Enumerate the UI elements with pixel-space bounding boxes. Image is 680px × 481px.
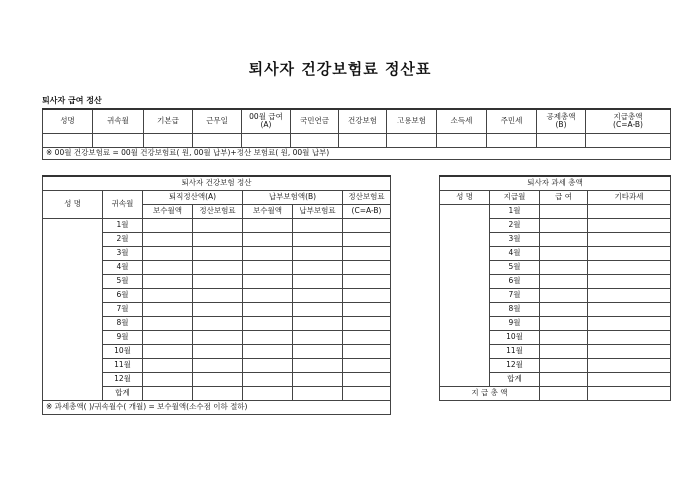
- col-name-header: 성 명: [43, 191, 103, 219]
- page-title: 퇴사자 건강보험료 정산표: [248, 60, 432, 78]
- pay-table-header-cell: 지급총액 (C=A-B): [586, 109, 671, 133]
- tax-value-cell[interactable]: [540, 219, 588, 233]
- settle-value-cell[interactable]: [243, 331, 293, 345]
- tax-value-cell[interactable]: [540, 247, 588, 261]
- tax-value-cell[interactable]: [540, 275, 588, 289]
- settle-value-cell[interactable]: [243, 303, 293, 317]
- settle-value-cell[interactable]: [193, 317, 243, 331]
- cell[interactable]: [387, 133, 437, 147]
- settle-value-cell[interactable]: [293, 317, 343, 331]
- settle-value-cell[interactable]: [193, 345, 243, 359]
- settle-month-cell: 1월: [103, 219, 143, 233]
- settle-value-cell[interactable]: [343, 247, 391, 261]
- cell[interactable]: [540, 387, 588, 401]
- tax-value-cell[interactable]: [540, 331, 588, 345]
- settle-value-cell[interactable]: [293, 233, 343, 247]
- col-settle-formula: (C=A-B): [343, 205, 391, 219]
- settle-table-row: [43, 219, 391, 233]
- settle-value-cell[interactable]: [193, 303, 243, 317]
- cell[interactable]: [43, 133, 93, 147]
- settle-month-cell: 7월: [103, 303, 143, 317]
- tax-value-cell[interactable]: [588, 303, 671, 317]
- settle-value-cell[interactable]: [243, 387, 293, 401]
- settle-value-cell[interactable]: [143, 345, 193, 359]
- settle-value-cell[interactable]: [293, 331, 343, 345]
- settle-month-cell: 2월: [103, 233, 143, 247]
- cell[interactable]: [242, 133, 291, 147]
- tax-value-cell[interactable]: [540, 205, 588, 219]
- settle-value-cell[interactable]: [193, 261, 243, 275]
- settle-value-cell[interactable]: [243, 233, 293, 247]
- tax-col-other-header: 기타과세: [588, 191, 671, 205]
- group-a-header: 퇴직정산액(A): [143, 191, 243, 205]
- tax-value-cell[interactable]: [540, 317, 588, 331]
- settle-value-cell[interactable]: [293, 303, 343, 317]
- pay-settlement-table: [42, 108, 671, 160]
- settle-value-cell[interactable]: [243, 261, 293, 275]
- settle-value-cell[interactable]: [343, 289, 391, 303]
- tax-col-pay-header: 급 여: [540, 191, 588, 205]
- settle-month-cell: 8월: [103, 317, 143, 331]
- settle-value-cell[interactable]: [143, 331, 193, 345]
- settle-value-cell[interactable]: [143, 387, 193, 401]
- pay-table-header-cell: 기본급: [144, 109, 193, 133]
- cell[interactable]: [339, 133, 387, 147]
- settle-value-cell[interactable]: [343, 331, 391, 345]
- settle-value-cell[interactable]: [243, 317, 293, 331]
- tax-month-cell: 5월: [490, 261, 540, 275]
- settle-value-cell[interactable]: [293, 247, 343, 261]
- group-b-header: 납부보험액(B): [243, 191, 343, 205]
- settle-value-cell[interactable]: [243, 275, 293, 289]
- settle-value-cell[interactable]: [143, 275, 193, 289]
- pay-table-header-row: [43, 109, 671, 133]
- tax-value-cell[interactable]: [588, 373, 671, 387]
- tax-value-cell[interactable]: [588, 233, 671, 247]
- settle-value-cell[interactable]: [193, 247, 243, 261]
- tax-value-cell[interactable]: [588, 331, 671, 345]
- settle-month-cell: 합계: [103, 387, 143, 401]
- settle-value-cell[interactable]: [293, 219, 343, 233]
- pay-table-note: ※ 00월 건강보험료 = 00월 건강보험료( 원, 00월 납부)+정산 보험료( 원, 00월 납부): [43, 147, 671, 159]
- tax-month-cell: 3월: [490, 233, 540, 247]
- tax-name-cell[interactable]: [440, 205, 490, 387]
- sub-ins-header: 정산보험료: [193, 205, 243, 219]
- cell[interactable]: [487, 133, 537, 147]
- settle-value-cell[interactable]: [143, 359, 193, 373]
- insurance-settlement-table: [42, 175, 391, 415]
- settle-value-cell[interactable]: [293, 373, 343, 387]
- section-label: 퇴사자 급여 정산: [42, 96, 102, 105]
- tax-month-cell: 8월: [490, 303, 540, 317]
- settle-table-title: 퇴사자 건강보험 정산: [43, 176, 391, 191]
- cell[interactable]: [93, 133, 144, 147]
- tax-value-cell[interactable]: [588, 219, 671, 233]
- pay-table-header-cell: 국민연금: [291, 109, 339, 133]
- settle-value-cell[interactable]: [343, 261, 391, 275]
- tax-month-cell: 1월: [490, 205, 540, 219]
- tax-value-cell[interactable]: [540, 345, 588, 359]
- tax-value-cell[interactable]: [588, 289, 671, 303]
- pay-table-header-cell: 건강보험: [339, 109, 387, 133]
- tax-month-cell: 11월: [490, 345, 540, 359]
- settle-value-cell[interactable]: [293, 345, 343, 359]
- col-month-header: 귀속월: [103, 191, 143, 219]
- pay-table-header-cell: 공제총액 (B): [537, 109, 586, 133]
- tax-month-cell: 2월: [490, 219, 540, 233]
- settle-month-cell: 11월: [103, 359, 143, 373]
- tax-col-name-header: 성 명: [440, 191, 490, 205]
- tax-value-cell[interactable]: [588, 205, 671, 219]
- col-settle-header: 정산보험료: [343, 191, 391, 205]
- settle-value-cell[interactable]: [193, 233, 243, 247]
- settle-value-cell[interactable]: [193, 275, 243, 289]
- settle-value-cell[interactable]: [143, 261, 193, 275]
- settle-value-cell[interactable]: [243, 373, 293, 387]
- tax-month-cell: 합계: [490, 373, 540, 387]
- tax-value-cell[interactable]: [540, 359, 588, 373]
- cell[interactable]: [537, 133, 586, 147]
- cell[interactable]: [588, 387, 671, 401]
- tax-value-cell[interactable]: [588, 359, 671, 373]
- settle-month-cell: 12월: [103, 373, 143, 387]
- sub-pay-header: 보수월액: [143, 205, 193, 219]
- settle-value-cell[interactable]: [243, 289, 293, 303]
- pay-table-header-cell: 소득세: [437, 109, 487, 133]
- settle-value-cell[interactable]: [343, 233, 391, 247]
- settle-month-cell: 4월: [103, 261, 143, 275]
- settle-name-cell[interactable]: [43, 219, 103, 401]
- settle-value-cell[interactable]: [143, 233, 193, 247]
- tax-value-cell[interactable]: [588, 275, 671, 289]
- tax-month-cell: 12월: [490, 359, 540, 373]
- settle-table-note: ※ 과세총액( )/귀속월수( 개월) = 보수월액(소수점 이하 절하): [43, 401, 391, 415]
- settle-value-cell[interactable]: [143, 317, 193, 331]
- sub-ins-b-header: 납부보험료: [293, 205, 343, 219]
- settle-month-cell: 10월: [103, 345, 143, 359]
- tax-value-cell[interactable]: [540, 261, 588, 275]
- settle-value-cell[interactable]: [243, 219, 293, 233]
- settle-value-cell[interactable]: [143, 247, 193, 261]
- settle-month-cell: 5월: [103, 275, 143, 289]
- tax-value-cell[interactable]: [540, 289, 588, 303]
- settle-value-cell[interactable]: [293, 261, 343, 275]
- settle-value-cell[interactable]: [143, 303, 193, 317]
- settle-value-cell[interactable]: [343, 219, 391, 233]
- tax-total-label: 지 급 총 액: [440, 387, 540, 401]
- sub-pay-b-header: 보수월액: [243, 205, 293, 219]
- pay-table-header-cell: 주민세: [487, 109, 537, 133]
- settle-value-cell[interactable]: [243, 247, 293, 261]
- cell[interactable]: [586, 133, 671, 147]
- pay-table-header-cell: 귀속월: [93, 109, 144, 133]
- settle-value-cell[interactable]: [293, 289, 343, 303]
- settle-value-cell[interactable]: [343, 345, 391, 359]
- settle-value-cell[interactable]: [293, 359, 343, 373]
- tax-value-cell[interactable]: [588, 261, 671, 275]
- settle-value-cell[interactable]: [143, 289, 193, 303]
- tax-value-cell[interactable]: [540, 303, 588, 317]
- settle-value-cell[interactable]: [293, 275, 343, 289]
- settle-value-cell[interactable]: [143, 373, 193, 387]
- settle-value-cell[interactable]: [293, 387, 343, 401]
- tax-table-row: [440, 205, 671, 219]
- tax-month-cell: 9월: [490, 317, 540, 331]
- tax-month-cell: 6월: [490, 275, 540, 289]
- settle-value-cell[interactable]: [193, 289, 243, 303]
- cell[interactable]: [193, 133, 242, 147]
- settle-value-cell[interactable]: [343, 317, 391, 331]
- tax-month-cell: 10월: [490, 331, 540, 345]
- tax-value-cell[interactable]: [588, 317, 671, 331]
- settle-value-cell[interactable]: [243, 345, 293, 359]
- settle-month-cell: 3월: [103, 247, 143, 261]
- tax-value-cell[interactable]: [540, 373, 588, 387]
- tax-table-title: 퇴사자 과세 총액: [440, 176, 671, 191]
- tax-value-cell[interactable]: [588, 247, 671, 261]
- cell[interactable]: [144, 133, 193, 147]
- tax-col-month-header: 지급월: [490, 191, 540, 205]
- settle-value-cell[interactable]: [343, 303, 391, 317]
- settle-month-cell: 6월: [103, 289, 143, 303]
- settle-month-cell: 9월: [103, 331, 143, 345]
- pay-table-data-row: [43, 133, 671, 147]
- pay-table-header-cell: 근무일: [193, 109, 242, 133]
- settle-value-cell[interactable]: [343, 387, 391, 401]
- pay-table-header-cell: 00월 급여 (A): [242, 109, 291, 133]
- settle-value-cell[interactable]: [143, 219, 193, 233]
- tax-value-cell[interactable]: [588, 345, 671, 359]
- settle-value-cell[interactable]: [193, 331, 243, 345]
- settle-value-cell[interactable]: [343, 373, 391, 387]
- settle-value-cell[interactable]: [193, 387, 243, 401]
- cell[interactable]: [291, 133, 339, 147]
- tax-total-table: [439, 175, 671, 401]
- pay-table-header-cell: 성명: [43, 109, 93, 133]
- settle-value-cell[interactable]: [193, 373, 243, 387]
- settle-value-cell[interactable]: [193, 359, 243, 373]
- settle-value-cell[interactable]: [243, 359, 293, 373]
- pay-table-header-cell: 고용보험: [387, 109, 437, 133]
- cell[interactable]: [437, 133, 487, 147]
- settle-value-cell[interactable]: [343, 359, 391, 373]
- tax-month-cell: 4월: [490, 247, 540, 261]
- settle-value-cell[interactable]: [343, 275, 391, 289]
- settle-value-cell[interactable]: [193, 219, 243, 233]
- tax-month-cell: 7월: [490, 289, 540, 303]
- tax-value-cell[interactable]: [540, 233, 588, 247]
